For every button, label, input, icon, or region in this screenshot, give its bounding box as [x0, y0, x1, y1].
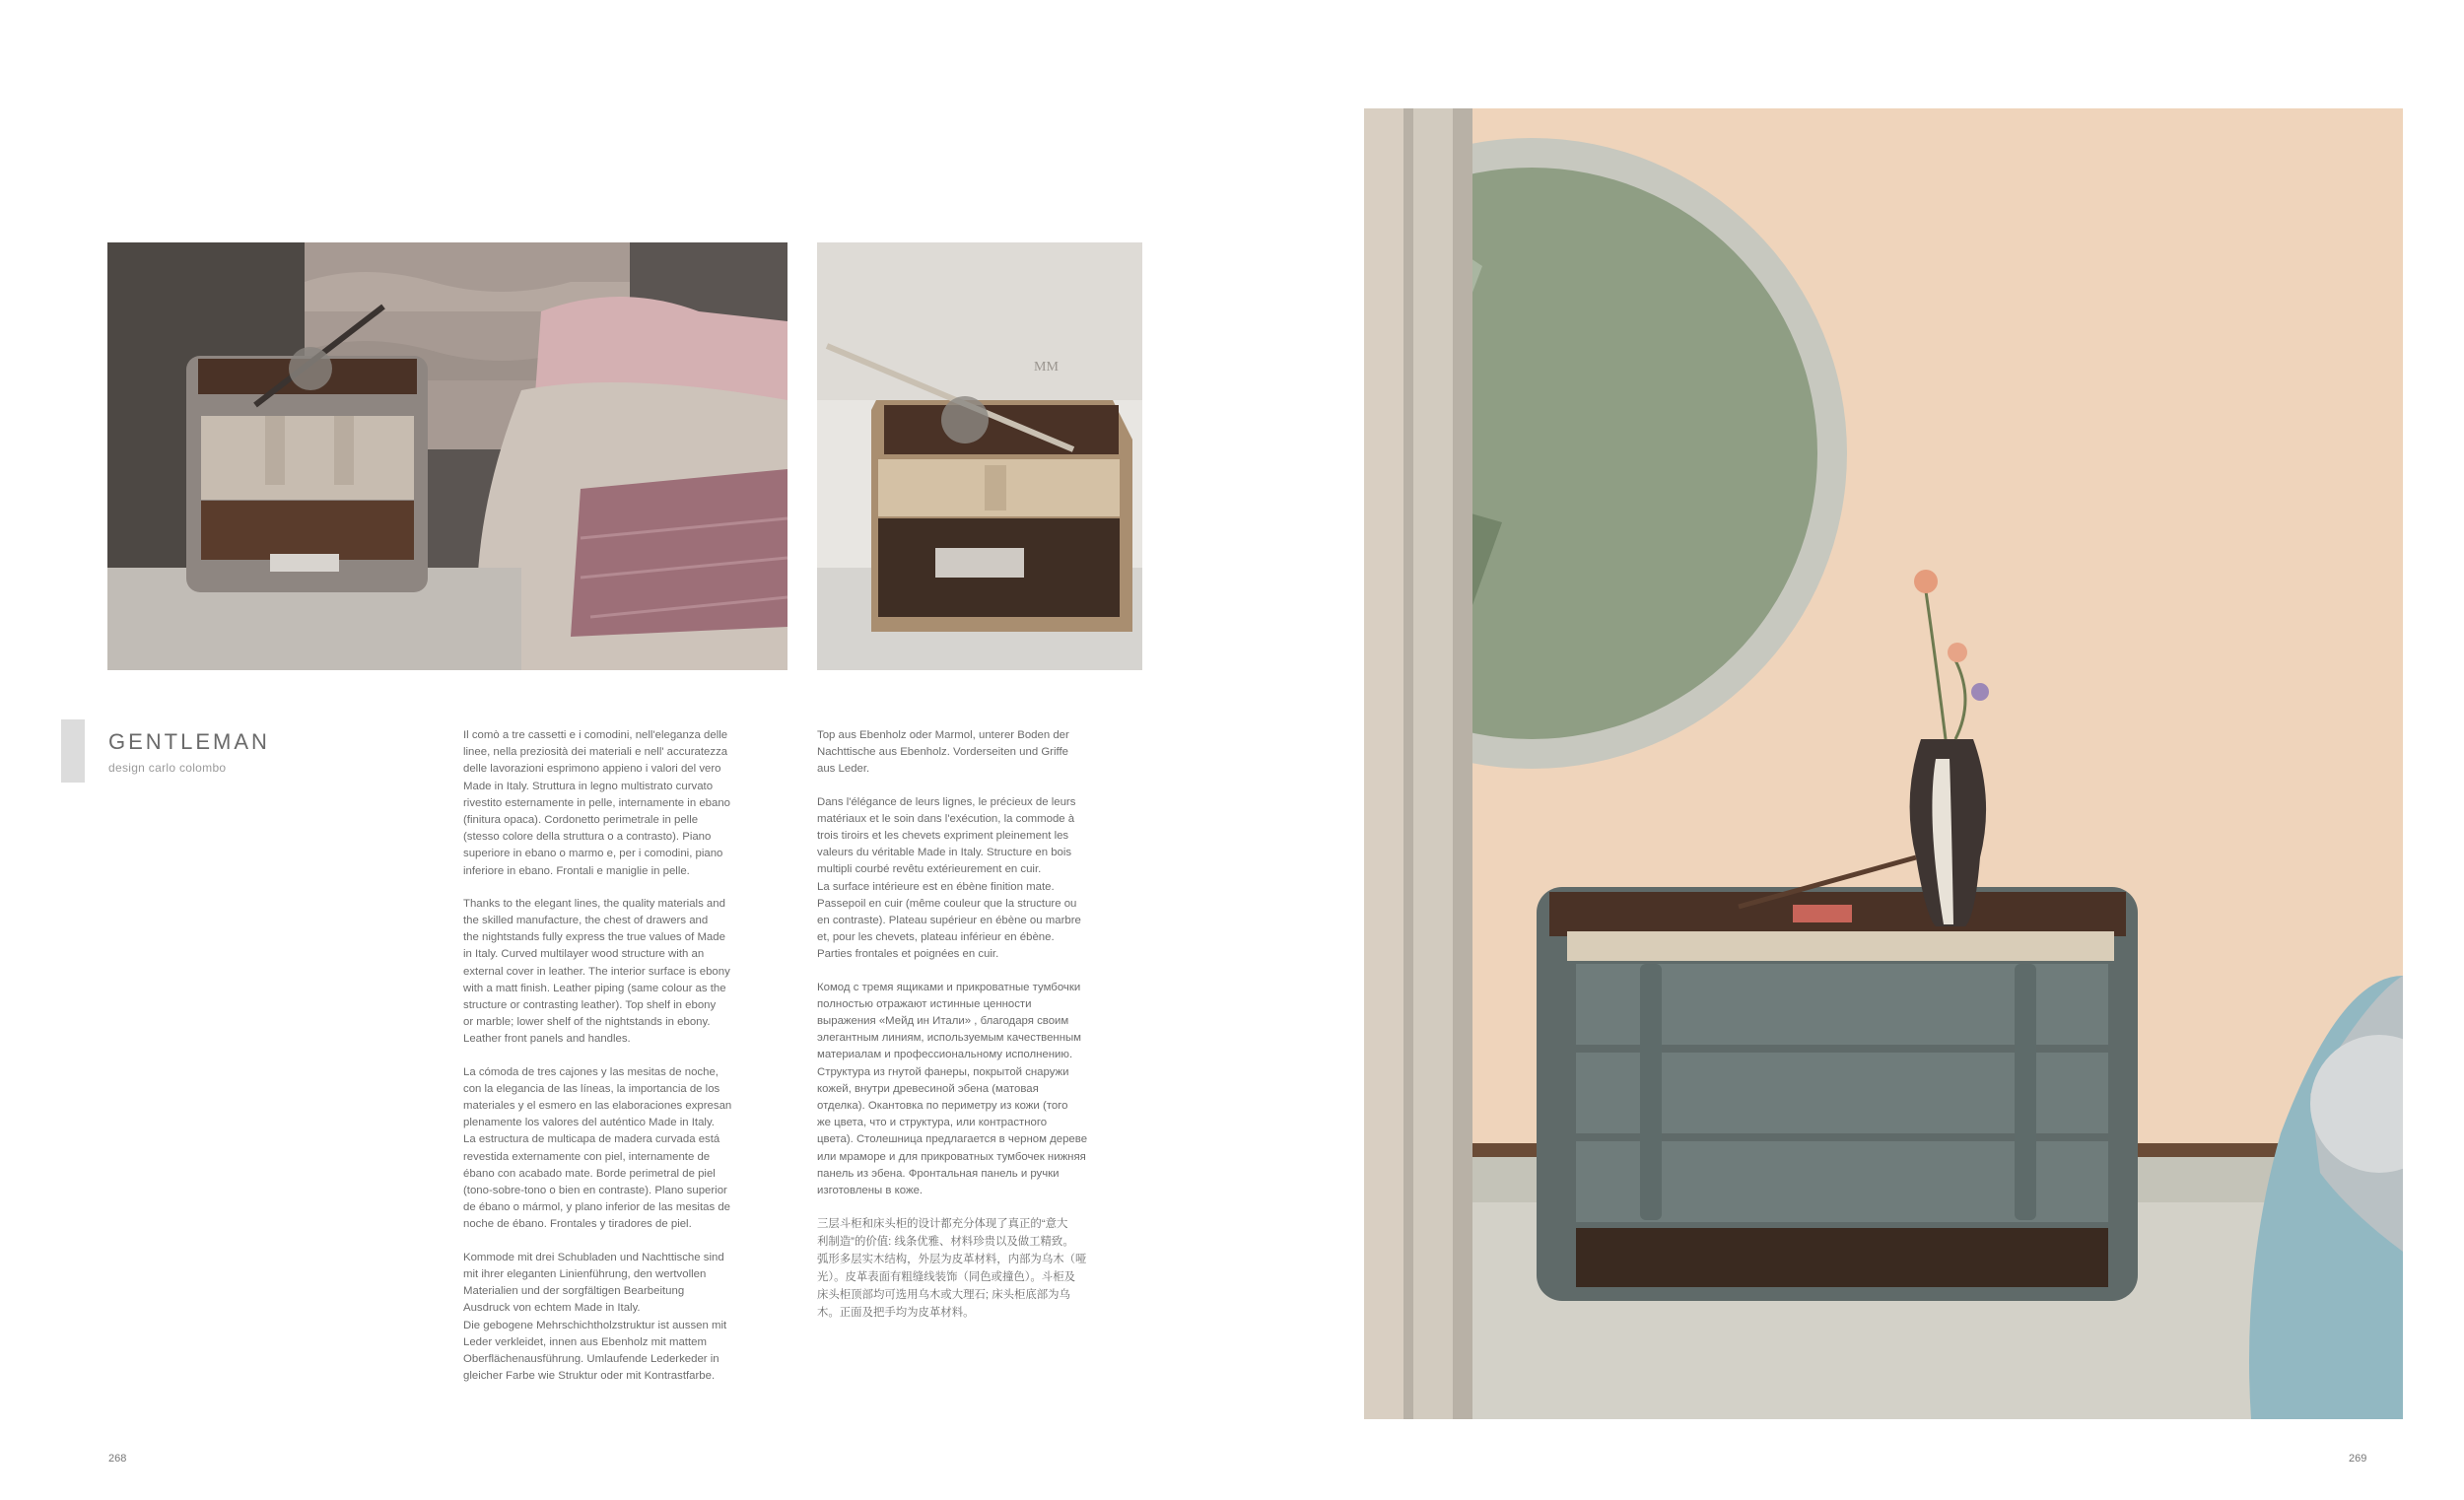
designer-credit: design carlo colombo — [108, 761, 227, 775]
nightstand-bedroom-photo — [107, 242, 787, 670]
page-number-left: 268 — [108, 1453, 127, 1465]
section-tab-marker — [61, 719, 85, 783]
text-column-1 — [463, 727, 788, 1400]
nightstand-lamp-photo — [817, 242, 1142, 670]
chest-of-drawers-photo — [1364, 108, 2403, 1419]
text-chinese: 三层斗柜和床头柜的设计都充分体现了真正的“意大 利制造”的价值: 线条优雅、材料珍贵以及做工精致。 弧形多层实木结构，外层为皮革材料，内部为乌木（哑 光）。皮革表面有粗缝线装饰（同色或撞色）。斗柜及 床头柜顶部均可选用乌木或大理石; 床头柜底部为乌 木。正面及把手均为皮革材料。 — [817, 1218, 1087, 1320]
text-german: Kommode mit drei Schubladen und Nachttische sind mit ihrer eleganten Linienführung, den wertvollen Materialien und der sorgfältigen Bearbeitung Ausdruck von echtem Made in Italy. Die gebogene Mehrschichtholzstruktur ist aussen mit Leder verkleidet, innen aus Ebenholz mit mattem Oberflächenausführung. Umlaufende Lederkeder in gleicher Farbe wie Struktur oder mit Kontrastfarbe. — [463, 1251, 727, 1383]
text-italian: Il comò a tre cassetti e i comodini, nell'eleganza delle linee, nella preziosità dei materiali e nell' accuratezza delle lavorazioni esprimono appieno i valori del vero Made in Italy. Struttura in legno multistrato curvato rivestito esternamente in pelle, internamente in ebano (finitura opaca). Cordonetto perimetrale in pelle (stesso colore della struttura o a contrasto). Piano superiore in ebano o marmo e, per i comodini, piano inferiore in ebano. Frontali e maniglie in pelle. — [463, 729, 731, 877]
product-title: GENTLEMAN — [108, 729, 270, 754]
text-spanish: La cómoda de tres cajones y las mesitas de noche, con la elegancia de las líneas, la importancia de los materiales y el esmero en las elaboraciones expresan plenamente los valores del auténtico Made in Italy. La estructura de multicapa de madera curvada está revestida externamente con piel, internamente de ébano con acabado mate. Borde perimetral de piel (tono-sobre-tono o bien en contraste). Plano superior de ébano o mármol, y plano inferior de las mesitas de noche de ébano. Frontales y tiradores de piel. — [463, 1065, 732, 1231]
text-russian: Комод с тремя ящиками и прикроватные тумбочки полностью отражают истинные ценности выражения «Мейд ин Итали» , благодаря своим элегантным линиям, используемым качественным материалам и профессиональному исполнению. Структура из гнутой фанеры, покрытой снаружи кожей, внутри древесиной эбена (матовая отделка). Окантовка по периметру из кожи (того же цвета, что и структура, или контрастного цвета). Столешница предлагается в черном дереве или мраморе и для прикроватных тумбочек нижняя панель из эбена. Фронтальная панель и ручки изготовлены в коже. — [817, 981, 1088, 1197]
page-number-right: 269 — [2349, 1453, 2367, 1465]
text-english: Thanks to the elegant lines, the quality materials and the skilled manufacture, the chest of drawers and the nightstands fully express the true values of Made in Italy. Curved multilayer wood structure with an external cover in leather. The interior surface is ebony with a matt finish. Leather piping (same colour as the structure or contrasting leather). Top shelf in ebony or marble; lower shelf of the nightstands in ebony. Leather front panels and handles. — [463, 897, 730, 1046]
text-french: Dans l'élégance de leurs lignes, le précieux de leurs matériaux et le soin dans l'exécution, la commode à trois tiroirs et les chevets expriment pleinement les valeurs du véritable Made in Italy. Structure en bois multipli courbé revêtu extérieurement en cuir. La surface intérieure est en ébène finition mate. Passepoil en cuir (même couleur que la structure ou en contraste). Plateau supérieur en ébène ou marbre et, pour les chevets, plateau inférieur en ébène. Parties frontales et poignées en cuir. — [817, 795, 1081, 961]
text-column-2 — [817, 727, 1152, 1337]
text-german-continued: Top aus Ebenholz oder Marmol, unterer Boden der Nachttische aus Ebenholz. Vorderseiten und Griffe aus Leder. — [817, 729, 1069, 776]
svg-text:MM: MM — [1034, 360, 1059, 375]
